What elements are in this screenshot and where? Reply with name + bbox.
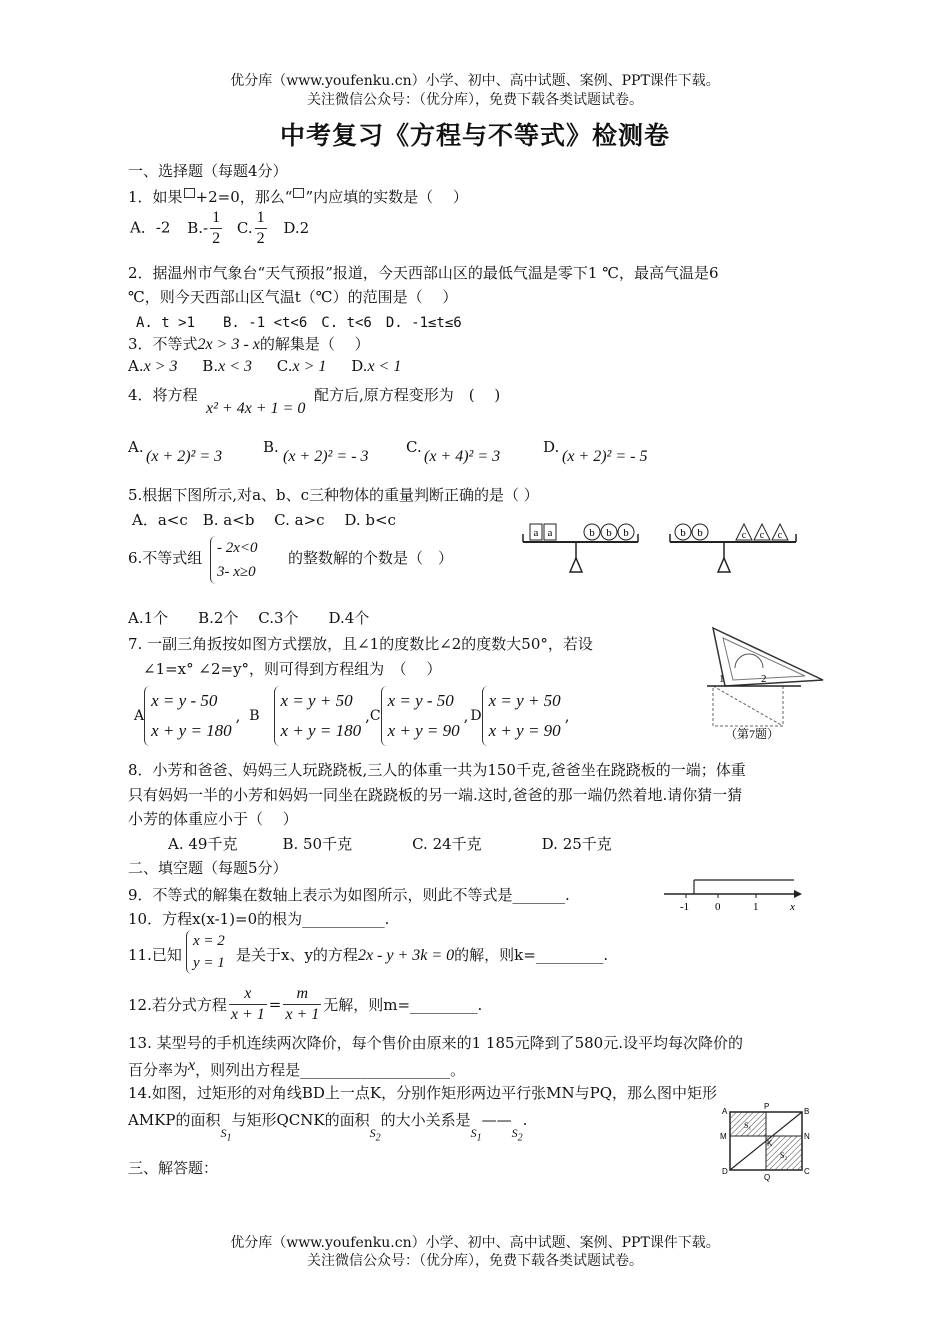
triangle-rulers-figure <box>705 624 830 744</box>
q8-line-2: 只有妈妈一半的小芳和妈妈一同坐在跷跷板的另一端.这时,爸爸的那一端仍然着地.请你猜一猜 <box>128 786 743 804</box>
scale2-right-c2: c <box>759 530 765 541</box>
number-line-figure <box>660 874 805 914</box>
svg-text:D: D <box>722 1167 728 1176</box>
svg-text:M: M <box>720 1132 727 1141</box>
rectangle-figure <box>718 1102 813 1182</box>
scale1-left-a2: a <box>547 527 553 539</box>
q1-options <box>130 208 309 249</box>
q4-option-d-expr: (x + 2)² = - 5 <box>562 448 648 465</box>
q1-option-d: D.2 <box>283 218 310 237</box>
q14-line-1: 14.如图，过矩形的对角线BD上一点K，分别作矩形两边平行张MN与PQ，那么图中矩形 <box>128 1084 717 1102</box>
scale2-right-c3: c <box>777 530 783 541</box>
question-1 <box>128 186 468 207</box>
q1-text-a: 1．如果 <box>128 188 183 206</box>
figure-7-caption: （第7题） <box>725 727 780 741</box>
q13-line-1: 13. 某型号的手机连续两次降价，每个售价由原来的1 185元降到了580元.设平均每次降价的 <box>128 1034 743 1052</box>
q6-row-1: - 2x<0 <box>217 540 258 556</box>
svg-text:C: C <box>804 1167 810 1176</box>
q1-fraction-c: $\frac{1}{2}$ <box>256 209 265 247</box>
footer-line-1: 优分库（www.youfenku.cn）小学、初中、高中试题、案例、PPT课件下载。 <box>230 1235 720 1251</box>
q6-system <box>210 536 262 584</box>
q5-options: A．a<c B. a<b C. a>c D. b<c <box>132 511 396 529</box>
q1-text-c: ”内应填的实数是（ ） <box>305 188 468 206</box>
q11-expression: 2x - y + 3k = 0 <box>357 947 455 964</box>
balance-scales-figure <box>518 514 808 576</box>
q3-options <box>128 357 401 376</box>
header-line-2: 关注微信公众号：（优分库），免费下载各类试题试卷。 <box>307 92 643 108</box>
q13-line-2: 百分率为x，则列出方程是____________________。 <box>128 1057 466 1079</box>
q3-option-d-expr: x < 1 <box>367 358 402 375</box>
axis-x-label: x <box>790 901 795 913</box>
q7-system-a: x = y - 50 x + y = 180 <box>144 686 236 746</box>
tick-minus-1: -1 <box>680 901 690 913</box>
q3-option-c-expr: x > 1 <box>292 358 327 375</box>
svg-text:P: P <box>764 1102 770 1111</box>
q7-option-c-label: C <box>369 708 381 724</box>
svg-text:Q: Q <box>764 1173 771 1182</box>
q3-option-c: C. <box>276 357 293 375</box>
q1-option-c: C. <box>236 218 253 237</box>
q3-option-b-expr: x < 3 <box>218 358 252 375</box>
q4-option-b: B. <box>263 438 279 456</box>
scale2-right-c1: c <box>741 530 747 541</box>
q4-option-b-expr: (x + 2)² = - 3 <box>283 448 369 465</box>
svg-text:A: A <box>722 1107 728 1116</box>
q2-line-2: ℃，则今天西部山区气温t（℃）的范围是（ ） <box>128 288 458 306</box>
q4-option-c-expr: (x + 4)² = 3 <box>424 448 501 465</box>
q7-options: A x = y - 50 x + y = 180 , B x = y + 50 x + y = 180 ,C x = y - 50 x + y = 90 , D x = y + 50 x + y = 90 , <box>134 686 569 746</box>
q9-text: 9．不等式的解集在数轴上表示为如图所示，则此不等式是_______. <box>128 886 570 904</box>
section-heading-solve: 三、解答题： <box>128 1159 219 1177</box>
q11-text-b: 是关于x、y的方程2x - y + 3k = 0的解，则k=_________. <box>236 946 609 964</box>
svg-text:S₂: S₂ <box>780 1151 788 1160</box>
header-line-1: 优分库（www.youfenku.cn）小学、初中、高中试题、案例、PPT课件下载。 <box>230 73 720 89</box>
q7-option-a-label: A <box>134 708 145 724</box>
page-title: 中考复习《方程与不等式》检测卷 <box>279 121 670 150</box>
scale2-left-b2: b <box>697 527 703 539</box>
q7-option-b-label: B <box>249 708 260 724</box>
scale1-right-b1: b <box>589 527 595 539</box>
q4-expression: x² + 4x + 1 = 0 <box>206 400 306 417</box>
question-12: 12.若分式方程 $\frac{x}{x + 1}$ = $\frac{m}{x + 1}$ 无解，则m=_________. <box>128 985 483 1023</box>
q1-option-a: A．-2 <box>130 218 171 237</box>
q2-line-1: 2．据温州市气象台“天气预报”报道，今天西部山区的最低气温是零下1 ℃，最高气温是6 <box>128 264 719 282</box>
q3-stem-b: 的解集是（ ） <box>259 335 370 353</box>
q5-stem: 5.根据下图所示,对a、b、c三种物体的重量判断正确的是（ ） <box>128 486 539 504</box>
q7-system-c: x = y - 50 x + y = 90 <box>381 686 464 746</box>
q7-option-d-label: D <box>470 708 482 724</box>
svg-text:N: N <box>804 1132 810 1141</box>
svg-text:K: K <box>767 1139 773 1148</box>
q3-option-a-expr: x > 3 <box>143 358 178 375</box>
square-box-icon <box>293 188 304 198</box>
q6-row-2: 3- x≥0 <box>217 564 256 580</box>
svg-text:B: B <box>804 1107 810 1116</box>
footer-line-2: 关注微信公众号：（优分库），免费下载各类试题试卷。 <box>307 1253 643 1269</box>
q8-line-1: 8．小芳和爸爸、妈妈三人玩跷跷板,三人的体重一共为150千克,爸爸坐在跷跷板的一端；体重 <box>128 761 746 779</box>
q4-stem-b: 配方后,原方程变形为 ( ) <box>314 386 501 404</box>
q12-fraction-1: $\frac{x}{x + 1}$ <box>230 985 265 1023</box>
q8-options: A. 49千克 B. 50千克 C. 24千克 D. 25千克 <box>168 835 612 853</box>
section-heading-choice: 一、选择题（每题4分） <box>128 162 288 180</box>
scale1-right-b2: b <box>606 527 612 539</box>
svg-text:S₁: S₁ <box>744 1121 752 1130</box>
angle-2-label: 2 <box>761 673 767 685</box>
q3-option-d: D. <box>351 357 368 375</box>
q1-fraction-b: $\frac{1}{2}$ <box>212 209 221 247</box>
q7-line-2: ∠1=x° ∠2=y°，则可得到方程组为 （ ） <box>143 660 442 678</box>
q7-system-d: x = y + 50 x + y = 90 <box>482 686 565 746</box>
q6-options: A.1个 B.2个 C.3个 D.4个 <box>128 609 370 627</box>
q3-option-b: B. <box>202 357 219 375</box>
angle-1-label: 1 <box>719 673 725 685</box>
q13-variable: x <box>188 1057 196 1074</box>
square-box-icon <box>184 188 195 198</box>
q8-line-3: 小芳的体重应小于（ ） <box>128 810 298 828</box>
tick-1: 1 <box>753 901 759 913</box>
q12-fraction-2: $\frac{m}{x + 1}$ <box>285 985 320 1023</box>
q4-option-a: A. <box>128 438 144 456</box>
question-3 <box>128 333 370 354</box>
q1-option-b: B.- <box>187 218 209 237</box>
q11-system: x = 2 y = 1 <box>186 930 229 974</box>
scale1-right-b3: b <box>623 527 629 539</box>
q3-stem-a: 3．不等式 <box>128 335 198 353</box>
q4-stem-a: 4．将方程 <box>128 386 198 404</box>
scale2-left-b1: b <box>680 527 686 539</box>
q4-option-a-expr: (x + 2)² = 3 <box>146 448 223 465</box>
q14-line-2: AMKP的面积$S_1$与矩形QCNK的面积$S_2$的大小关系是$S_1——S_2$. <box>128 1111 528 1144</box>
q2-options: A. t >1 B. -1 <t<6 C. t<6 D. -1≤t≤6 <box>136 315 462 331</box>
q6-stem-b: 的整数解的个数是（ ） <box>288 549 454 567</box>
q3-expression: 2x > 3 - x <box>197 336 260 353</box>
q4-option-c: C. <box>406 438 422 456</box>
q6-stem-a: 6.不等式组 <box>128 549 203 567</box>
q7-system-b: x = y + 50 x + y = 180 <box>274 686 366 746</box>
q4-option-d: D. <box>543 438 560 456</box>
q11-text-a: 11.已知 <box>128 946 182 964</box>
q3-option-a: A. <box>128 357 144 375</box>
q1-text-b: +2=0，那么“ <box>195 188 293 206</box>
q7-line-1: 7. 一副三角扳按如图方式摆放，且∠1的度数比∠2的度数大50°，若设 <box>128 635 593 653</box>
section-heading-fill: 二、填空题（每题5分） <box>128 859 288 877</box>
q10-text: 10．方程x(x-1)=0的根为___________. <box>128 910 390 928</box>
scale1-left-a1: a <box>533 527 539 539</box>
tick-0: 0 <box>715 901 721 913</box>
